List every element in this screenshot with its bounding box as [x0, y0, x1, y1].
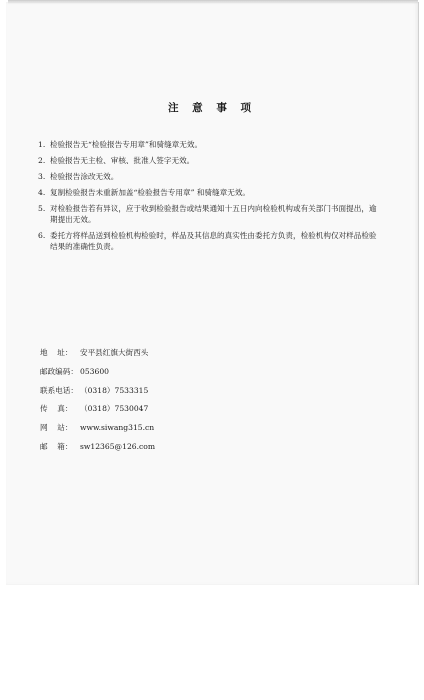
- note-text: 复制检验报告未重新加盖“检验报告专用章” 和骑缝章无效。: [50, 188, 251, 197]
- page-title: 注 意 事 项: [168, 102, 256, 114]
- note-number: 3.: [38, 172, 46, 181]
- note-item: [38, 155, 382, 166]
- fax-label: 传 真：: [40, 404, 73, 414]
- note-item: [38, 187, 382, 198]
- address-label: 地 址：: [40, 348, 73, 357]
- contact-phone-row: [40, 385, 155, 396]
- address-value: 安平县红旗大街西头: [80, 348, 149, 357]
- email-label: 邮 箱：: [40, 441, 73, 451]
- fax-value: （0318）7530047: [80, 404, 149, 414]
- note-text: 委托方将样品送到检验机构检验时，样品及其信息的真实性由委托方负责，检验机构仅对样品检验结果的准确性负责。: [50, 231, 377, 251]
- note-text: 对检验报告若有异议，应于收到检验报告或结果通知十五日内向检验机构或有关部门书面提出，逾期提出无效。: [50, 204, 377, 224]
- note-text: 检验报告涂改无效。: [50, 172, 119, 181]
- website-label: 网 站：: [40, 423, 73, 433]
- postcode-label: 邮政编码：: [40, 366, 78, 376]
- contact-fax-row: [40, 403, 155, 414]
- contact-website-row: [40, 422, 155, 433]
- note-item: [38, 171, 382, 182]
- note-number: 6.: [38, 231, 46, 240]
- phone-value: （0318）7533315: [80, 385, 149, 395]
- note-text: 检验报告无主检、审核、批准人签字无效。: [50, 156, 195, 165]
- postcode-value: 053600: [80, 366, 109, 376]
- contact-email-row: [40, 441, 155, 452]
- phone-label: 联系电话：: [40, 385, 78, 395]
- contact-address-row: [40, 347, 155, 358]
- email-value: sw12365@126.com: [80, 441, 156, 451]
- notes-list: [38, 139, 382, 257]
- note-item: [38, 230, 382, 252]
- document-page: [6, 2, 419, 585]
- note-text: 检验报告无“检验报告专用章”和骑缝章无效。: [50, 140, 203, 149]
- contact-info: [40, 347, 155, 460]
- note-number: 5.: [38, 204, 46, 213]
- note-item: [38, 139, 382, 150]
- note-number: 1.: [38, 140, 46, 149]
- contact-postcode-row: [40, 366, 155, 377]
- scan-edge-shadow: [8, 0, 418, 4]
- note-number: 2.: [38, 156, 46, 165]
- note-item: [38, 203, 382, 225]
- website-value: www.siwang315.cn: [80, 423, 155, 433]
- note-number: 4.: [38, 188, 46, 197]
